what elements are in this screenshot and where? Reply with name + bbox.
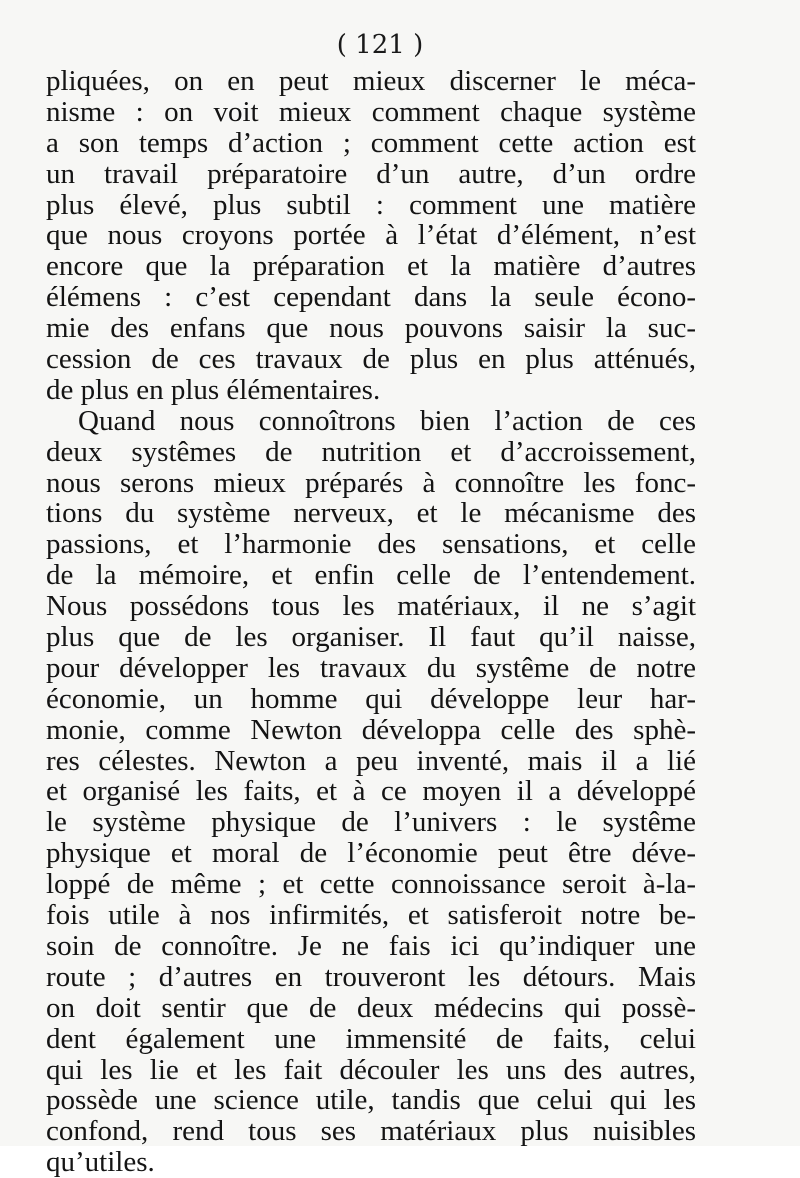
text-line: mie des enfans que nous pouvons saisir la suc- (46, 312, 696, 345)
text-line: cession de ces travaux de plus en plus atténués, (46, 343, 696, 376)
text-line: économie, un homme qui développe leur har- (46, 682, 696, 715)
text-line: pliquées, on en peut mieux discerner le méca- (46, 65, 696, 97)
page-number: ( 121 ) (336, 30, 424, 60)
text-line: a son temps d’action ; comment cette action est (46, 126, 696, 159)
text-line: pour développer les travaux du systême de notre (46, 651, 696, 684)
text-line: nisme : on voit mieux comment chaque système (46, 95, 696, 128)
page-text (46, 66, 696, 1178)
text-line: monie, comme Newton développa celle des sphè- (46, 713, 696, 746)
text-line: res célestes. Newton a peu inventé, mais il a lié (46, 744, 696, 777)
text-line: passions, et l’harmonie des sensations, et celle (46, 528, 696, 561)
text-line: le système physique de l’univers : le systême (46, 806, 696, 839)
text-line: dent également une immensité de faits, celui (46, 1022, 696, 1055)
text-line: encore que la préparation et la matière d’autres (46, 250, 696, 283)
text-line: loppé de même ; et cette connoissance seroit à-la- (46, 868, 696, 901)
text-line: nous serons mieux préparés à connoître les fonc- (46, 466, 696, 499)
text-line: que nous croyons portée à l’état d’élément, n’est (46, 219, 696, 252)
text-line: fois utile à nos infirmités, et satisferoit notre be- (46, 899, 696, 932)
text-line: et organisé les faits, et à ce moyen il a développé (46, 775, 696, 808)
text-line: plus élevé, plus subtil : comment une matière (46, 188, 696, 221)
text-line: physique et moral de l’économie peut être déve- (46, 837, 696, 870)
text-line: plus que de les organiser. Il faut qu’il naisse, (46, 621, 696, 654)
paragraph-end-line: de plus en plus élémentaires. (46, 373, 381, 406)
text-line: route ; d’autres en trouveront les détours. Mais (46, 960, 696, 993)
text-line: on doit sentir que de deux médecins qui possè- (46, 991, 696, 1024)
paragraph-first-line: Quand nous connoîtrons bien l’action de ces (78, 404, 696, 437)
text-line: élémens : c’est cependant dans la seule écono- (46, 281, 696, 314)
text-line: deux systêmes de nutrition et d’accroissement, (46, 435, 696, 468)
text-line: un travail préparatoire d’un autre, d’un ordre (46, 157, 696, 190)
text-line: confond, rend tous ses matériaux plus nuisibles (46, 1115, 696, 1148)
text-line: soin de connoître. Je ne fais ici qu’indiquer une (46, 929, 696, 962)
text-line: tions du système nerveux, et le mécanisme des (46, 497, 696, 530)
text-line: possède une science utile, tandis que celui qui les (46, 1084, 696, 1117)
text-line: qui les lie et les fait découler les uns des autres, (46, 1053, 696, 1086)
text-line: de la mémoire, et enfin celle de l’entendement. (46, 559, 696, 592)
text-line: Nous possédons tous les matériaux, il ne s’agit (46, 590, 696, 623)
paragraph-end-line: qu’utiles. (46, 1146, 155, 1178)
